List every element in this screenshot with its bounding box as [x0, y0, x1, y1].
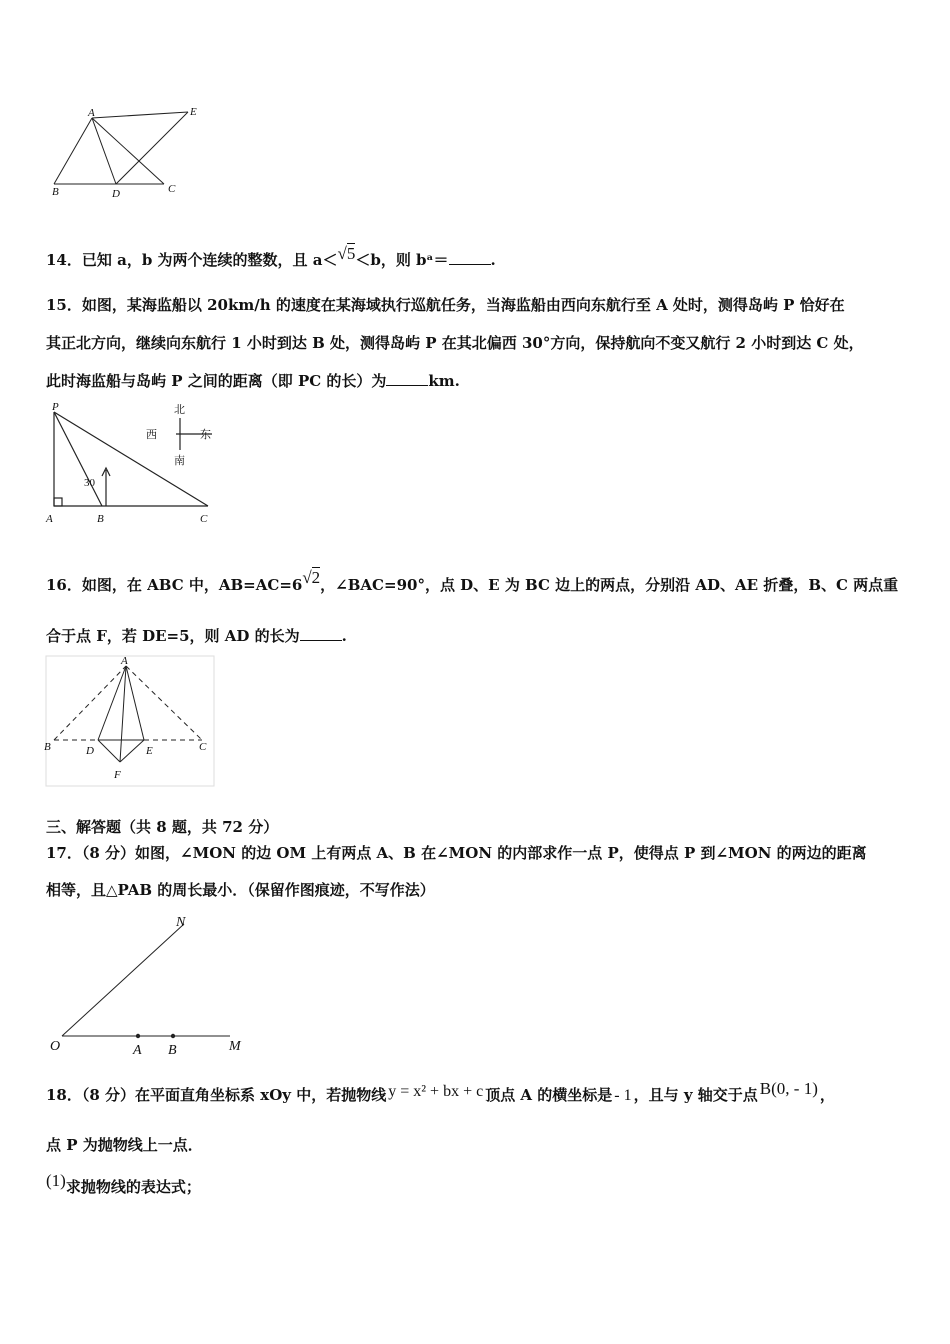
label-d: D [86, 745, 94, 757]
angle-label: 30 [84, 477, 95, 489]
sqrt-5: √5 [337, 244, 356, 263]
figure-triangle-abc-e [40, 100, 210, 200]
sqrt-2: √2 [302, 568, 321, 587]
section-3-title: 三、解答题（共 8 题，共 72 分） [46, 818, 279, 836]
label-b: B [168, 1043, 177, 1058]
label-a: A [46, 513, 53, 525]
figure-ship-island [40, 398, 225, 530]
label-p: P [52, 401, 59, 413]
answer-blank-16[interactable] [300, 626, 342, 641]
label-d: D [112, 188, 120, 200]
compass-east: 东 [200, 428, 211, 441]
label-c: C [200, 513, 208, 525]
label-f: F [114, 769, 121, 781]
part-number: (1) [46, 1171, 66, 1190]
parabola-formula: y = x² + bx + c [388, 1083, 484, 1100]
answer-blank-14[interactable] [449, 250, 491, 265]
label-a: A [88, 107, 95, 119]
label-e: E [146, 745, 153, 757]
question-17-line1: 17．（8 分）如图，∠MON 的边 OM 上有两点 A、B 在∠MON 的内部求作一点 P，使得点 P 到∠MON 的两边的距离 [46, 844, 867, 862]
question-15-line1: 15．如图，某海监船以 20km/h 的速度在某海域执行巡航任务，当海监船由西向东航行至 A 处时，测得岛屿 P 恰好在 [46, 296, 845, 314]
label-a: A [133, 1043, 142, 1058]
question-14: 14．已知 a，b 为两个连续的整数，且 a＜√5＜b，则 bᵃ＝ . [46, 244, 496, 269]
question-16-line2: 合于点 F，若 DE=5，则 AD 的长为 . [46, 627, 347, 645]
compass-south: 南 [174, 454, 185, 467]
question-18-part1: (1)求抛物线的表达式； [46, 1171, 201, 1196]
question-15-line3: 此时海监船与岛屿 P 之间的距离（即 PC 的长）为 km. [46, 372, 460, 390]
compass-west: 西 [146, 428, 157, 441]
label-n: N [176, 915, 186, 930]
point-b: B(0, - 1) [759, 1079, 818, 1098]
label-m: M [229, 1039, 241, 1054]
question-18-line2: 点 P 为抛物线上一点． [46, 1136, 203, 1154]
question-17-line2: 相等，且△PAB 的周长最小．（保留作图痕迹，不写作法） [46, 881, 435, 899]
figure-folding-triangle [40, 652, 218, 788]
answer-blank-15[interactable] [386, 371, 428, 386]
label-c: C [168, 183, 176, 195]
label-b: B [97, 513, 104, 525]
figure-angle-mon [40, 908, 260, 1060]
question-16-line1: 16．如图，在 ABC 中，AB=AC=6√2，∠BAC=90°，点 D、E 为 BC 边上的两点，分别沿 AD、AE 折叠，B、C 两点重 [46, 568, 899, 594]
label-e: E [190, 106, 197, 118]
label-c: C [199, 741, 207, 753]
question-18-line1: 18．（8 分）在平面直角坐标系 xOy 中，若抛物线 y = x² + bx + c 顶点 A 的横坐标是 - 1 ，且与 y 轴交于点 B(0, - 1) ， [46, 1079, 835, 1104]
label-b: B [44, 741, 51, 753]
compass-north: 北 [174, 403, 185, 416]
question-15-line2: 其正北方向，继续向东航行 1 小时到达 B 处，测得岛屿 P 在其北偏西 30°方向，保持航向不变又航行 2 小时到达 C 处， [46, 334, 864, 352]
vertex-x-value: - 1 [614, 1087, 632, 1104]
label-o: O [50, 1039, 61, 1054]
label-b: B [52, 186, 59, 198]
label-a: A [121, 655, 128, 667]
